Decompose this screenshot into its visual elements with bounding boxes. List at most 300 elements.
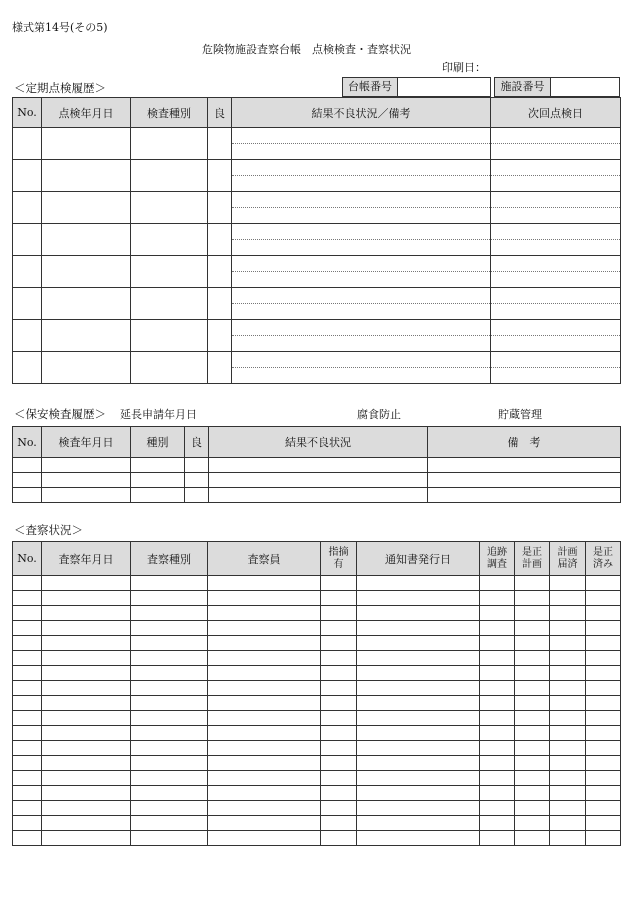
cell[interactable] <box>42 128 131 160</box>
cell[interactable] <box>42 666 131 681</box>
table-row <box>13 320 621 336</box>
cell[interactable] <box>42 696 131 711</box>
cell[interactable] <box>515 801 550 816</box>
cell[interactable] <box>42 224 131 256</box>
cell[interactable] <box>586 681 621 696</box>
cell[interactable] <box>491 320 621 336</box>
cell[interactable] <box>480 726 515 741</box>
cell[interactable] <box>586 771 621 786</box>
cell[interactable] <box>491 336 621 352</box>
cell[interactable] <box>515 711 550 726</box>
cell[interactable] <box>480 636 515 651</box>
cell[interactable] <box>586 621 621 636</box>
col-inspection-date: 査察年月日 <box>42 542 131 576</box>
cell[interactable] <box>491 160 621 176</box>
cell[interactable] <box>480 801 515 816</box>
cell[interactable] <box>131 192 208 224</box>
cell[interactable] <box>586 726 621 741</box>
cell[interactable] <box>185 488 209 503</box>
cell[interactable] <box>208 192 232 224</box>
cell[interactable] <box>480 711 515 726</box>
cell[interactable] <box>13 816 42 831</box>
cell[interactable] <box>586 756 621 771</box>
cell[interactable] <box>13 160 42 192</box>
cell[interactable] <box>515 816 550 831</box>
cell[interactable] <box>232 160 491 176</box>
cell[interactable] <box>42 801 131 816</box>
cell[interactable] <box>131 681 208 696</box>
cell[interactable] <box>491 272 621 288</box>
cell[interactable] <box>491 176 621 192</box>
cell[interactable] <box>131 288 208 320</box>
cell[interactable] <box>491 256 621 272</box>
cell[interactable] <box>232 304 491 320</box>
cell[interactable] <box>550 771 586 786</box>
cell[interactable] <box>357 666 480 681</box>
col-inspection-type: 検査種別 <box>131 98 208 128</box>
cell[interactable] <box>208 726 321 741</box>
cell[interactable] <box>550 651 586 666</box>
cell[interactable] <box>13 192 42 224</box>
cell[interactable] <box>480 756 515 771</box>
cell[interactable] <box>42 681 131 696</box>
cell[interactable] <box>131 256 208 288</box>
cell[interactable] <box>357 681 480 696</box>
cell[interactable] <box>13 636 42 651</box>
cell[interactable] <box>13 651 42 666</box>
cell[interactable] <box>515 651 550 666</box>
cell[interactable] <box>208 352 232 384</box>
cell[interactable] <box>131 352 208 384</box>
cell[interactable] <box>208 831 321 846</box>
cell[interactable] <box>480 681 515 696</box>
cell[interactable] <box>42 488 131 503</box>
cell[interactable] <box>208 651 321 666</box>
cell[interactable] <box>208 256 232 288</box>
cell[interactable] <box>208 666 321 681</box>
table-row <box>13 831 621 846</box>
cell[interactable] <box>491 192 621 208</box>
cell[interactable] <box>515 666 550 681</box>
cell[interactable] <box>13 666 42 681</box>
cell[interactable] <box>232 224 491 240</box>
col-next-inspection: 次回点検日 <box>491 98 621 128</box>
cell[interactable] <box>357 726 480 741</box>
cell[interactable] <box>321 636 357 651</box>
cell[interactable] <box>586 696 621 711</box>
col-inspector: 査察員 <box>208 542 321 576</box>
cell[interactable] <box>232 288 491 304</box>
cell[interactable] <box>13 726 42 741</box>
cell[interactable] <box>131 606 208 621</box>
cell[interactable] <box>428 488 621 503</box>
cell[interactable] <box>586 591 621 606</box>
cell[interactable] <box>42 606 131 621</box>
cell[interactable] <box>232 144 491 160</box>
cell[interactable] <box>13 786 42 801</box>
cell[interactable] <box>42 192 131 224</box>
cell[interactable] <box>515 681 550 696</box>
cell[interactable] <box>357 636 480 651</box>
inspection-status-table <box>12 541 621 846</box>
cell[interactable] <box>586 831 621 846</box>
cell[interactable] <box>208 741 321 756</box>
cell[interactable] <box>13 224 42 256</box>
table-row <box>13 288 621 304</box>
cell[interactable] <box>550 606 586 621</box>
cell[interactable] <box>480 816 515 831</box>
cell[interactable] <box>550 786 586 801</box>
cell[interactable] <box>321 756 357 771</box>
cell[interactable] <box>491 352 621 368</box>
cell[interactable] <box>321 666 357 681</box>
cell[interactable] <box>480 771 515 786</box>
col-follow-up: 追跡 調査 <box>480 542 515 576</box>
cell[interactable] <box>131 651 208 666</box>
cell[interactable] <box>13 771 42 786</box>
cell[interactable] <box>321 786 357 801</box>
cell[interactable] <box>232 336 491 352</box>
cell[interactable] <box>131 666 208 681</box>
cell[interactable] <box>232 128 491 144</box>
periodic-inspection-table <box>12 97 621 384</box>
cell[interactable] <box>550 816 586 831</box>
maintenance-section-label: ＜保安検査履歴＞ <box>14 407 106 421</box>
cell[interactable] <box>131 696 208 711</box>
cell[interactable] <box>232 208 491 224</box>
col-remarks: 備 考 <box>428 427 621 458</box>
cell[interactable] <box>357 696 480 711</box>
cell[interactable] <box>13 741 42 756</box>
facility-number-field[interactable] <box>550 77 620 97</box>
cell[interactable] <box>480 666 515 681</box>
cell[interactable] <box>357 711 480 726</box>
cell[interactable] <box>480 606 515 621</box>
cell[interactable] <box>357 831 480 846</box>
cell[interactable] <box>42 711 131 726</box>
cell[interactable] <box>131 636 208 651</box>
col-corrected: 是正 済み <box>586 542 621 576</box>
cell[interactable] <box>208 591 321 606</box>
cell[interactable] <box>491 128 621 144</box>
cell[interactable] <box>131 488 185 503</box>
cell[interactable] <box>208 160 232 192</box>
cell[interactable] <box>13 352 42 384</box>
cell[interactable] <box>357 801 480 816</box>
cell[interactable] <box>480 831 515 846</box>
cell[interactable] <box>550 576 586 591</box>
cell[interactable] <box>550 726 586 741</box>
cell[interactable] <box>13 288 42 320</box>
cell[interactable] <box>208 786 321 801</box>
cell[interactable] <box>515 771 550 786</box>
table-row <box>13 591 621 606</box>
cell[interactable] <box>42 320 131 352</box>
cell[interactable] <box>13 473 42 488</box>
cell[interactable] <box>480 786 515 801</box>
cell[interactable] <box>208 606 321 621</box>
inspection-section-label: ＜査察状況＞ <box>14 523 83 537</box>
col-inspection-type: 査察種別 <box>131 542 208 576</box>
cell[interactable] <box>428 473 621 488</box>
cell[interactable] <box>208 320 232 352</box>
table-row <box>13 696 621 711</box>
cell[interactable] <box>232 272 491 288</box>
cell[interactable] <box>550 666 586 681</box>
cell[interactable] <box>13 711 42 726</box>
cell[interactable] <box>491 224 621 240</box>
cell[interactable] <box>321 681 357 696</box>
cell[interactable] <box>131 786 208 801</box>
cell[interactable] <box>480 741 515 756</box>
cell[interactable] <box>209 458 428 473</box>
cell[interactable] <box>550 741 586 756</box>
cell[interactable] <box>586 636 621 651</box>
col-findings: 指摘 有 <box>321 542 357 576</box>
cell[interactable] <box>515 636 550 651</box>
table-row <box>13 801 621 816</box>
cell[interactable] <box>131 458 185 473</box>
col-result-remarks: 結果不良状況／備考 <box>232 98 491 128</box>
cell[interactable] <box>232 352 491 368</box>
cell[interactable] <box>515 576 550 591</box>
col-inspection-date: 検査年月日 <box>42 427 131 458</box>
cell[interactable] <box>131 771 208 786</box>
cell[interactable] <box>13 320 42 352</box>
cell[interactable] <box>42 636 131 651</box>
cell[interactable] <box>321 726 357 741</box>
cell[interactable] <box>208 816 321 831</box>
col-good: 良 <box>208 98 232 128</box>
cell[interactable] <box>357 621 480 636</box>
cell[interactable] <box>131 128 208 160</box>
cell[interactable] <box>586 816 621 831</box>
cell[interactable] <box>131 831 208 846</box>
cell[interactable] <box>586 606 621 621</box>
cell[interactable] <box>232 176 491 192</box>
cell[interactable] <box>42 473 131 488</box>
cell[interactable] <box>491 240 621 256</box>
col-result: 結果不良状況 <box>209 427 428 458</box>
cell[interactable] <box>42 591 131 606</box>
cell[interactable] <box>480 621 515 636</box>
cell[interactable] <box>586 576 621 591</box>
cell[interactable] <box>515 696 550 711</box>
cell[interactable] <box>42 160 131 192</box>
cell[interactable] <box>13 591 42 606</box>
cell[interactable] <box>515 741 550 756</box>
cell[interactable] <box>515 726 550 741</box>
cell[interactable] <box>131 816 208 831</box>
cell[interactable] <box>586 666 621 681</box>
cell[interactable] <box>321 576 357 591</box>
cell[interactable] <box>13 831 42 846</box>
cell[interactable] <box>321 621 357 636</box>
cell[interactable] <box>491 144 621 160</box>
cell[interactable] <box>131 160 208 192</box>
table-row <box>13 741 621 756</box>
cell[interactable] <box>42 756 131 771</box>
cell[interactable] <box>550 831 586 846</box>
cell[interactable] <box>131 756 208 771</box>
cell[interactable] <box>515 606 550 621</box>
cell[interactable] <box>13 756 42 771</box>
ledger-number-field[interactable] <box>397 77 491 97</box>
table-row <box>13 256 621 272</box>
cell[interactable] <box>13 621 42 636</box>
cell[interactable] <box>42 352 131 384</box>
cell[interactable] <box>515 756 550 771</box>
cell[interactable] <box>321 591 357 606</box>
cell[interactable] <box>232 368 491 384</box>
cell[interactable] <box>321 771 357 786</box>
cell[interactable] <box>131 801 208 816</box>
cell[interactable] <box>131 621 208 636</box>
cell[interactable] <box>42 771 131 786</box>
cell[interactable] <box>550 756 586 771</box>
table-row <box>13 771 621 786</box>
cell[interactable] <box>208 576 321 591</box>
cell[interactable] <box>491 208 621 224</box>
cell[interactable] <box>13 801 42 816</box>
cell[interactable] <box>232 256 491 272</box>
cell[interactable] <box>357 606 480 621</box>
cell[interactable] <box>550 621 586 636</box>
cell[interactable] <box>550 681 586 696</box>
cell[interactable] <box>208 696 321 711</box>
cell[interactable] <box>480 576 515 591</box>
cell[interactable] <box>550 591 586 606</box>
cell[interactable] <box>321 816 357 831</box>
cell[interactable] <box>321 696 357 711</box>
periodic-section-label: ＜定期点検履歴＞ <box>14 81 106 95</box>
cell[interactable] <box>209 473 428 488</box>
cell[interactable] <box>208 636 321 651</box>
cell[interactable] <box>208 711 321 726</box>
cell[interactable] <box>208 756 321 771</box>
table-row <box>13 160 621 176</box>
cell[interactable] <box>586 741 621 756</box>
cell[interactable] <box>13 576 42 591</box>
cell[interactable] <box>357 741 480 756</box>
cell[interactable] <box>131 224 208 256</box>
cell[interactable] <box>586 711 621 726</box>
cell[interactable] <box>42 741 131 756</box>
cell[interactable] <box>515 786 550 801</box>
cell[interactable] <box>232 192 491 208</box>
cell[interactable] <box>232 240 491 256</box>
cell[interactable] <box>550 801 586 816</box>
table-row <box>13 192 621 208</box>
cell[interactable] <box>491 368 621 384</box>
cell[interactable] <box>321 651 357 666</box>
cell[interactable] <box>321 801 357 816</box>
cell[interactable] <box>131 576 208 591</box>
cell[interactable] <box>13 488 42 503</box>
cell[interactable] <box>321 741 357 756</box>
cell[interactable] <box>208 128 232 160</box>
cell[interactable] <box>131 591 208 606</box>
cell[interactable] <box>42 816 131 831</box>
cell[interactable] <box>208 288 232 320</box>
cell[interactable] <box>42 831 131 846</box>
cell[interactable] <box>42 256 131 288</box>
cell[interactable] <box>491 288 621 304</box>
cell[interactable] <box>357 816 480 831</box>
cell[interactable] <box>42 651 131 666</box>
corrosion-prevention-label: 腐食防止 <box>357 408 401 421</box>
cell[interactable] <box>208 801 321 816</box>
cell[interactable] <box>42 726 131 741</box>
cell[interactable] <box>586 786 621 801</box>
cell[interactable] <box>357 591 480 606</box>
table-row <box>13 224 621 240</box>
cell[interactable] <box>42 786 131 801</box>
cell[interactable] <box>357 576 480 591</box>
cell[interactable] <box>185 473 209 488</box>
cell[interactable] <box>491 304 621 320</box>
cell[interactable] <box>13 681 42 696</box>
cell[interactable] <box>208 771 321 786</box>
cell[interactable] <box>131 711 208 726</box>
col-inspection-date: 点検年月日 <box>42 98 131 128</box>
cell[interactable] <box>357 771 480 786</box>
cell[interactable] <box>232 320 491 336</box>
cell[interactable] <box>515 591 550 606</box>
cell[interactable] <box>131 320 208 352</box>
cell[interactable] <box>131 741 208 756</box>
table-row <box>13 816 621 831</box>
cell[interactable] <box>586 651 621 666</box>
cell[interactable] <box>550 696 586 711</box>
cell[interactable] <box>550 711 586 726</box>
cell[interactable] <box>42 458 131 473</box>
cell[interactable] <box>131 473 185 488</box>
cell[interactable] <box>321 711 357 726</box>
cell[interactable] <box>42 288 131 320</box>
cell[interactable] <box>480 591 515 606</box>
page-title: 危険物施設査察台帳 点検検査・査察状況 <box>202 43 411 56</box>
cell[interactable] <box>208 224 232 256</box>
cell[interactable] <box>428 458 621 473</box>
cell[interactable] <box>480 651 515 666</box>
cell[interactable] <box>357 786 480 801</box>
cell[interactable] <box>13 696 42 711</box>
cell[interactable] <box>13 128 42 160</box>
cell[interactable] <box>13 256 42 288</box>
cell[interactable] <box>515 831 550 846</box>
cell[interactable] <box>185 458 209 473</box>
cell[interactable] <box>42 621 131 636</box>
cell[interactable] <box>42 576 131 591</box>
cell[interactable] <box>357 651 480 666</box>
cell[interactable] <box>208 681 321 696</box>
cell[interactable] <box>321 606 357 621</box>
cell[interactable] <box>515 621 550 636</box>
cell[interactable] <box>550 636 586 651</box>
cell[interactable] <box>13 606 42 621</box>
cell[interactable] <box>209 488 428 503</box>
cell[interactable] <box>131 726 208 741</box>
cell[interactable] <box>13 458 42 473</box>
cell[interactable] <box>480 696 515 711</box>
facility-number-label: 施設番号 <box>494 77 551 97</box>
cell[interactable] <box>321 831 357 846</box>
table-row <box>13 458 621 473</box>
cell[interactable] <box>208 621 321 636</box>
cell[interactable] <box>586 801 621 816</box>
cell[interactable] <box>357 756 480 771</box>
